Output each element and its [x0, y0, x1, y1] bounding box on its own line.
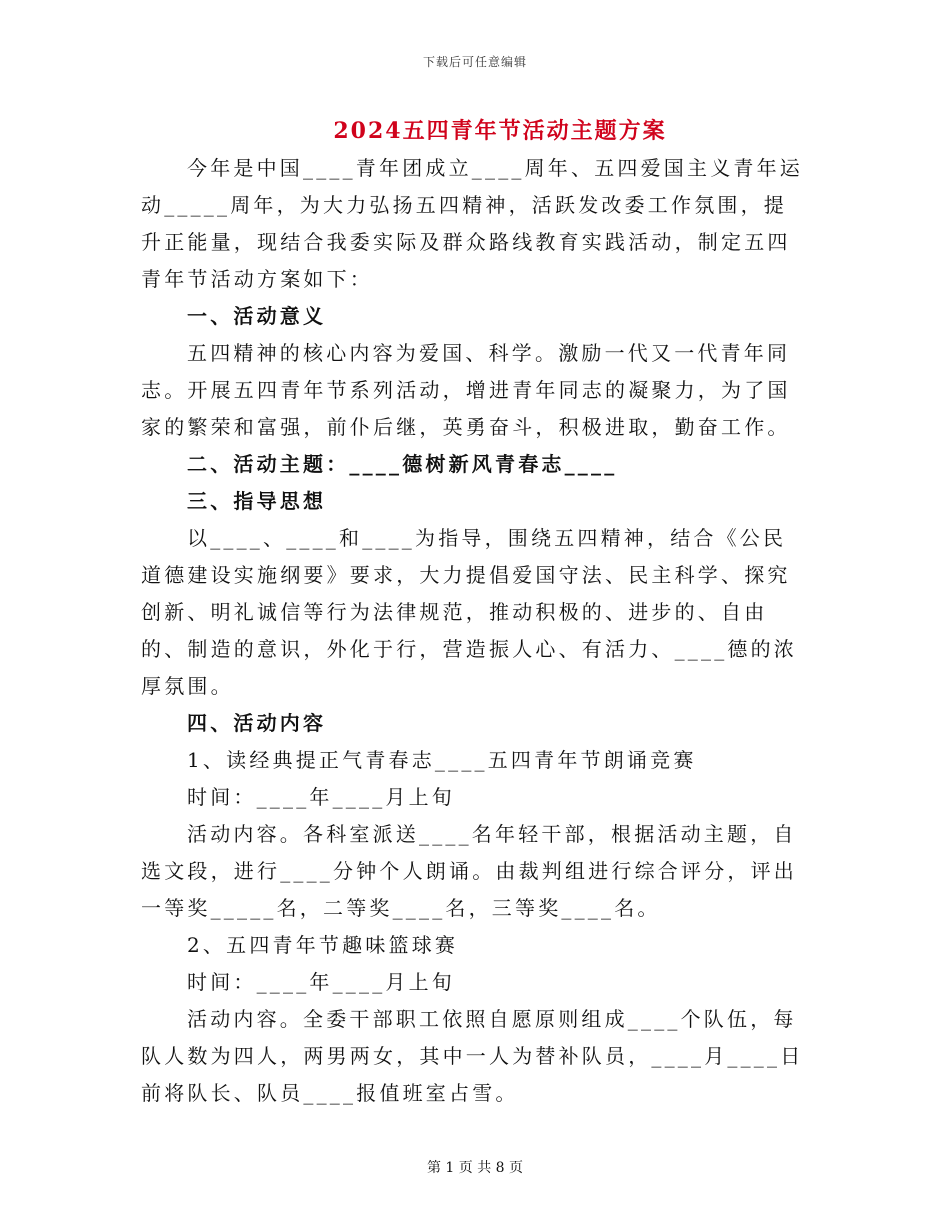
section-heading-theme: 二、活动主题：____德树新风青春志____	[187, 452, 618, 476]
section-heading-guidance: 三、指导思想	[187, 489, 327, 513]
activity-2-content: 活动内容。全委干部职工依照自愿原则组成____个队伍，每队人数为四人，两男两女，其中一人为替补队员，____月____日前将队长、队员____报值班室占雪。	[141, 1007, 804, 1105]
activity-1-time: 时间：____年____月上旬	[187, 785, 455, 809]
intro-paragraph: 今年是中国____青年团成立____周年、五四爱国主义青年运动_____周年，为大力弘扬五四精神，活跃发改委工作氛围，提升正能量，现结合我委实际及群众路线教育实践活动，制定五四青年节活动方案如下：	[141, 156, 803, 291]
section-heading-significance: 一、活动意义	[187, 304, 327, 328]
document-title: 2024五四青年节活动主题方案	[333, 118, 667, 144]
document-body	[141, 150, 806, 1112]
activity-2-time: 时间：____年____月上旬	[187, 970, 455, 994]
significance-paragraph: 五四精神的核心内容为爱国、科学。激励一代又一代青年同志。开展五四青年节系列活动，增进青年同志的凝聚力，为了国家的繁荣和富强，前仆后继，英勇奋斗，积极进取，勤奋工作。	[141, 341, 791, 439]
activity-1-content: 活动内容。各科室派送____名年轻干部，根据活动主题，自选文段，进行____分钟个人朗诵。由裁判组进行综合评分，评出一等奖_____名，二等奖____名，三等奖____名。	[141, 822, 797, 920]
activity-2-title: 2、五四青年节趣味篮球赛	[187, 933, 459, 957]
page-number-footer: 第 1 页 共 8 页	[426, 1160, 524, 1176]
activity-1-title: 1、读经典提正气青春志____五四青年节朗诵竞赛	[187, 748, 697, 772]
page-header-note: 下载后可任意编辑	[422, 55, 527, 69]
guidance-paragraph: 以____、____和____为指导，围绕五四精神，结合《公民道德建设实施纲要》要求，大力提倡爱国守法、民主科学、探究创新、明礼诚信等行为法律规范，推动积极的、进步的、自由的、制造的意识，外化于行，营造振人心、有活力、____德的浓厚氛围。	[141, 526, 797, 698]
section-heading-content: 四、活动内容	[187, 711, 327, 735]
